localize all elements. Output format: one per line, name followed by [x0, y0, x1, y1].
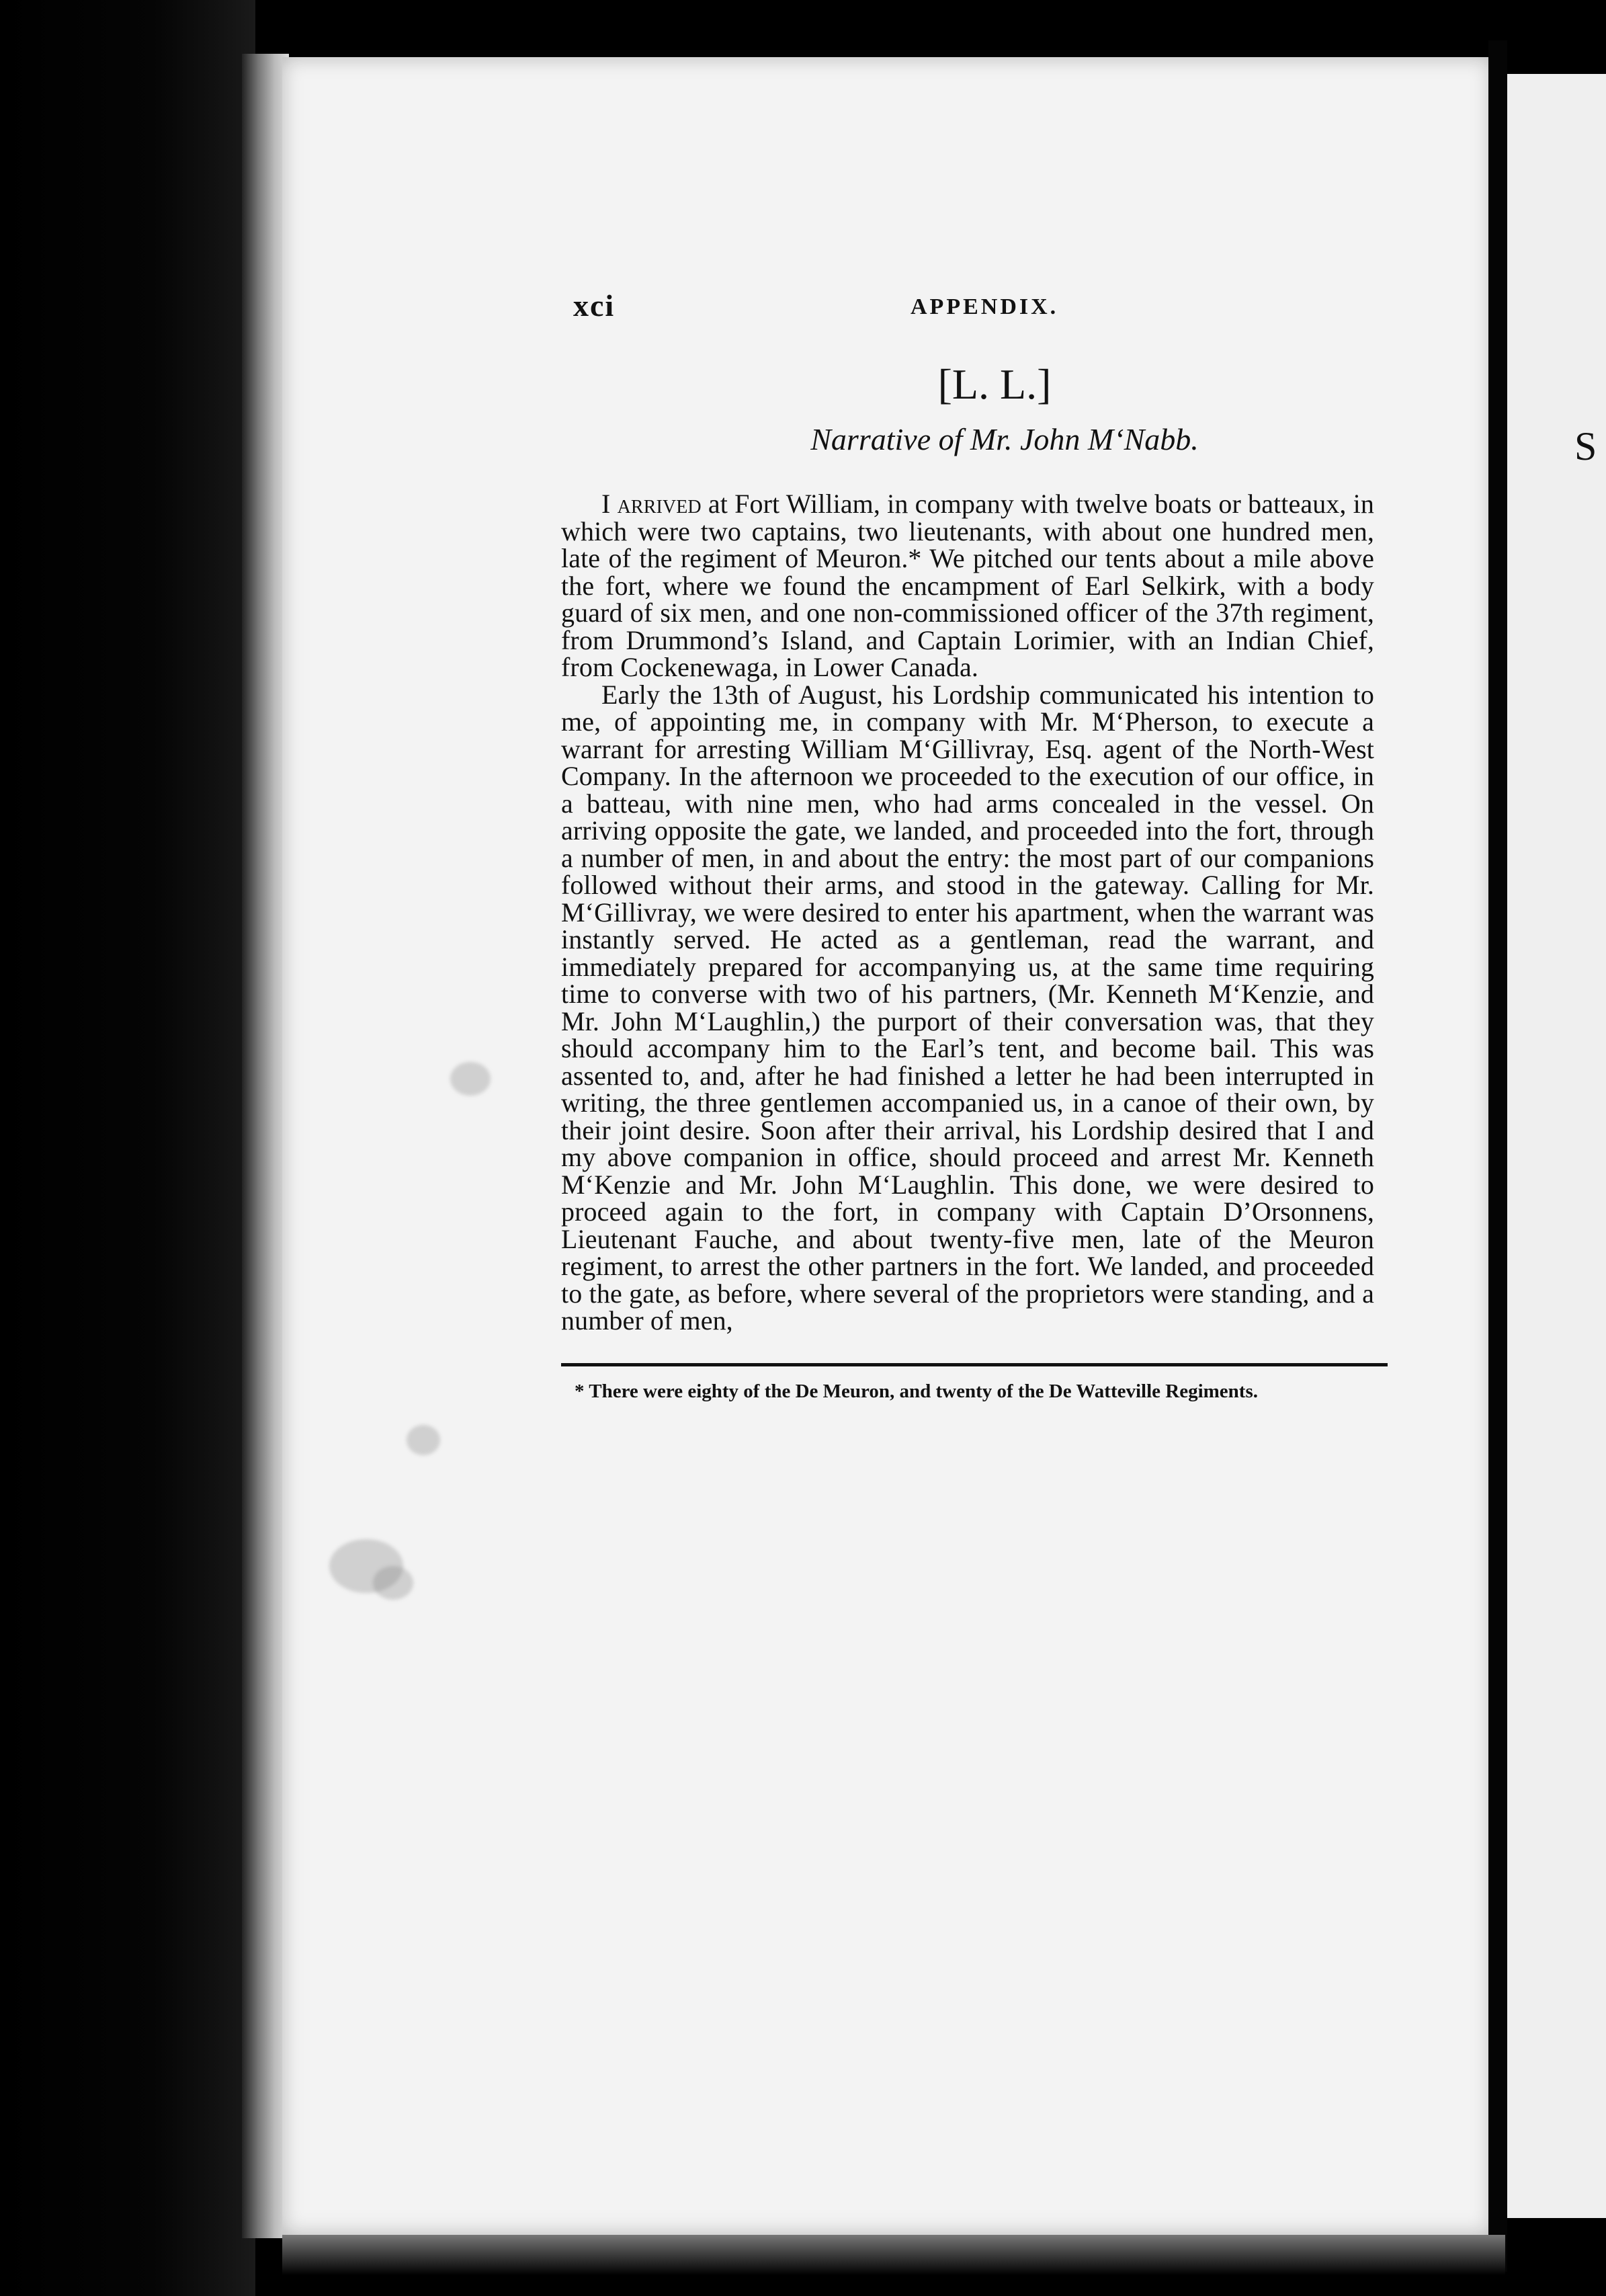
running-title: APPENDIX. [911, 294, 1059, 319]
paragraph-lead: I arrived [601, 489, 702, 519]
page-text [561, 282, 1374, 1402]
ink-smudge [373, 1566, 413, 1600]
paragraph-1-text: at Fort William, in company with twelve boats or batteaux, in which were two captains, two lieutenants, with about one hundred men, late of the regiment of Meuron.* We pitched our tents about a mile above the fort, where we found the encampment of Earl Selkirk, with a body guard of six men, and one non-commissioned officer of the 37th regiment, from Drummond’s Island, and Captain Lorimier, with an Indian Chief, from Cockenewaga, in Lower Canada. [561, 489, 1374, 682]
footnote: * There were eighty of the De Meuron, and twenty of the De Watteville Regiments. [575, 1380, 1258, 1402]
ink-smudge [407, 1425, 440, 1455]
ink-smudge [450, 1062, 491, 1096]
book-gutter [1488, 40, 1507, 2272]
paragraph-2: Early the 13th of August, his Lordship communicated his intention to me, of appointing me, in company with Mr. M‘Pherson, to execute a warrant for arresting William M‘Gillivray, Esq. agent of the North-West Company. In the afternoon we proceeded to the execution of our office, in a batteau, with nine men, who had arms concealed in the vessel. On arriving opposite the gate, we landed, and proceeded into the fort, through a number of men, in and about the entry: the most part of our companions followed without their arms, and stood in the gateway. Calling for Mr. M‘Gillivray, we were desired to enter his apartment, when the warrant was instantly served. He acted as a gentleman, read the warrant, and immediately prepared for accompanying us, at the same time requiring time to converse with two of his partners, (Mr. Kenneth M‘Kenzie, and Mr. John M‘Laughlin,) the purport of their conversation was, that they should accompany him to the Earl’s tent, and become bail. This was assented to, and, after he had finished a letter he had been interrupted in writing, the three gentlemen accompanied us, in a canoe of their own, by their joint desire. Soon after their arrival, his Lordship desired that I and my above companion in office, should proceed and arrest Mr. Kenneth M‘Kenzie and Mr. John M‘Laughlin. This done, we were desired to proceed again to the fort, in company with Captain D’Orsonnens, Lieutenant Fauche, and about twenty-five men, late of the Meuron regiment, to arrest the other partners in the fort. We landed, and proceeded to the gate, as before, where several of the proprietors were standing, and a number of men, [561, 679, 1374, 1336]
bottom-shadow [282, 2235, 1505, 2275]
binding-shadow [0, 0, 255, 2296]
running-head [561, 282, 1374, 329]
section-mark: [L. L.] [937, 360, 1052, 408]
page-number: xci [573, 288, 616, 323]
section-title: Narrative of Mr. John M‘Nabb. [810, 422, 1199, 456]
facing-page-fragment: S [1574, 424, 1597, 468]
facing-page-edge [1507, 74, 1606, 2218]
paragraph-1 [561, 491, 1374, 682]
footnote-rule [561, 1363, 1388, 1366]
